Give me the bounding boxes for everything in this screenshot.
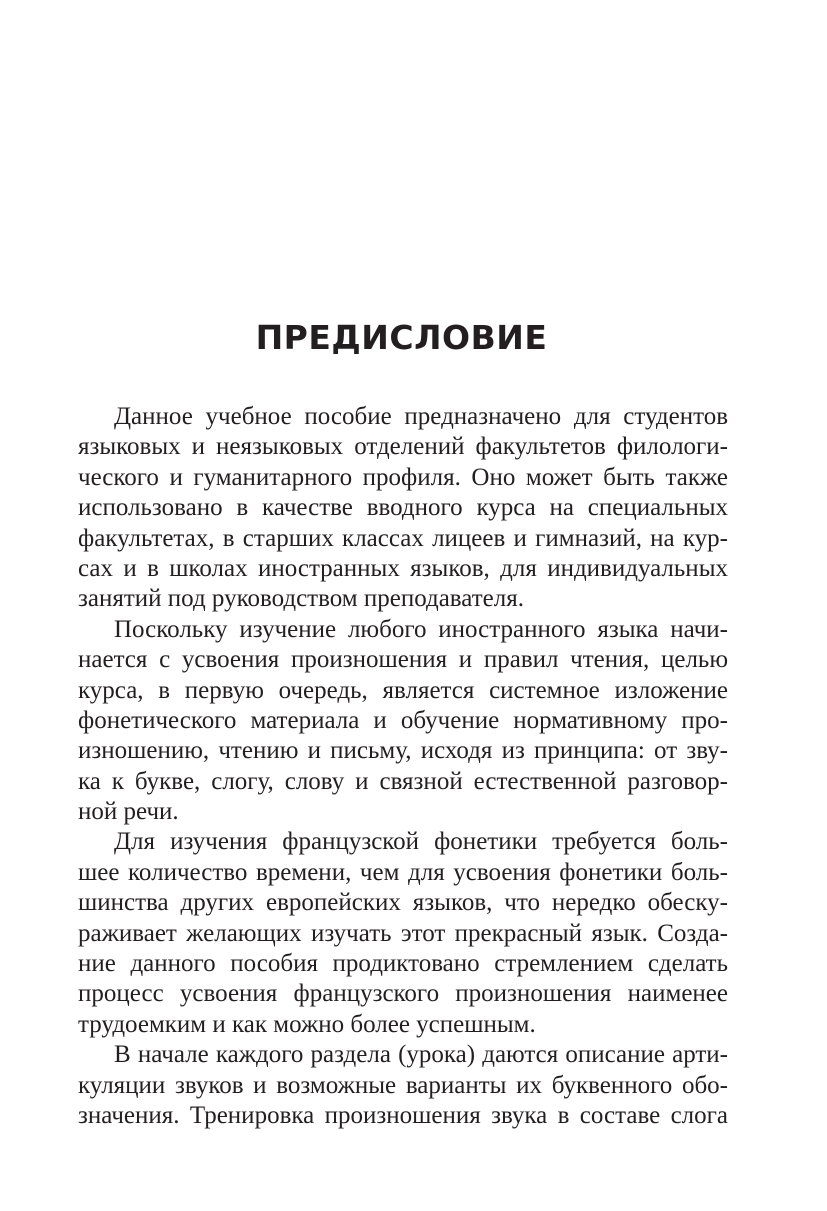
text-line: трудоемким и как можно более успешным.	[78, 1010, 536, 1038]
text-line: шинства других европейских языков, что нередко обеску-	[78, 889, 728, 917]
text-line: В начале каждого раздела (урока) даются описание арти-	[114, 1041, 728, 1069]
text-line: фонетического материала и обучение нормативному про-	[78, 706, 728, 734]
text-line: значения. Тренировка произношения звука в составе слога	[78, 1101, 728, 1129]
text-line: куляции звуков и возможные варианты их буквенного обо-	[78, 1071, 728, 1099]
text-line: ка к букве, слогу, слову и связной естественной разговор-	[78, 767, 728, 795]
text-line: процесс усвоения французского произношения наименее	[78, 980, 728, 1008]
page-title: ПРЕДИСЛОВИЕ	[255, 318, 548, 357]
text-line: курса, в первую очередь, является системное изложение	[78, 676, 728, 704]
text-line: ческого и гуманитарного профиля. Оно может быть также	[78, 463, 728, 491]
text-line: ние данного пособия продиктовано стремлением сделать	[78, 950, 728, 978]
text-line: занятий под руководством преподавателя.	[78, 585, 524, 613]
text-line: языковых и неязыковых отделений факультетов филологи-	[78, 433, 728, 461]
text-line: использовано в качестве вводного курса на специальных	[78, 494, 728, 522]
text-line: шее количество времени, чем для усвоения фонетики боль-	[78, 858, 728, 886]
preface-body	[78, 402, 728, 1131]
text-line: Для изучения французской фонетики требуется боль-	[114, 828, 728, 856]
text-line: Поскольку изучение любого иностранного языка начи-	[114, 615, 728, 643]
text-line: ной речи.	[78, 798, 179, 826]
text-line: раживает желающих изучать этот прекрасный язык. Созда-	[78, 919, 728, 947]
text-line: Данное учебное пособие предназначено для студентов	[114, 403, 728, 430]
text-line: сах и в школах иностранных языков, для индивидуальных	[78, 554, 728, 582]
text-line: изношению, чтению и письму, исходя из принципа: от зву-	[78, 737, 728, 765]
text-line: нается с усвоения произношения и правил чтения, целью	[78, 646, 728, 674]
text-line: факультетах, в старших классах лицеев и гимназий, на кур-	[78, 524, 728, 552]
